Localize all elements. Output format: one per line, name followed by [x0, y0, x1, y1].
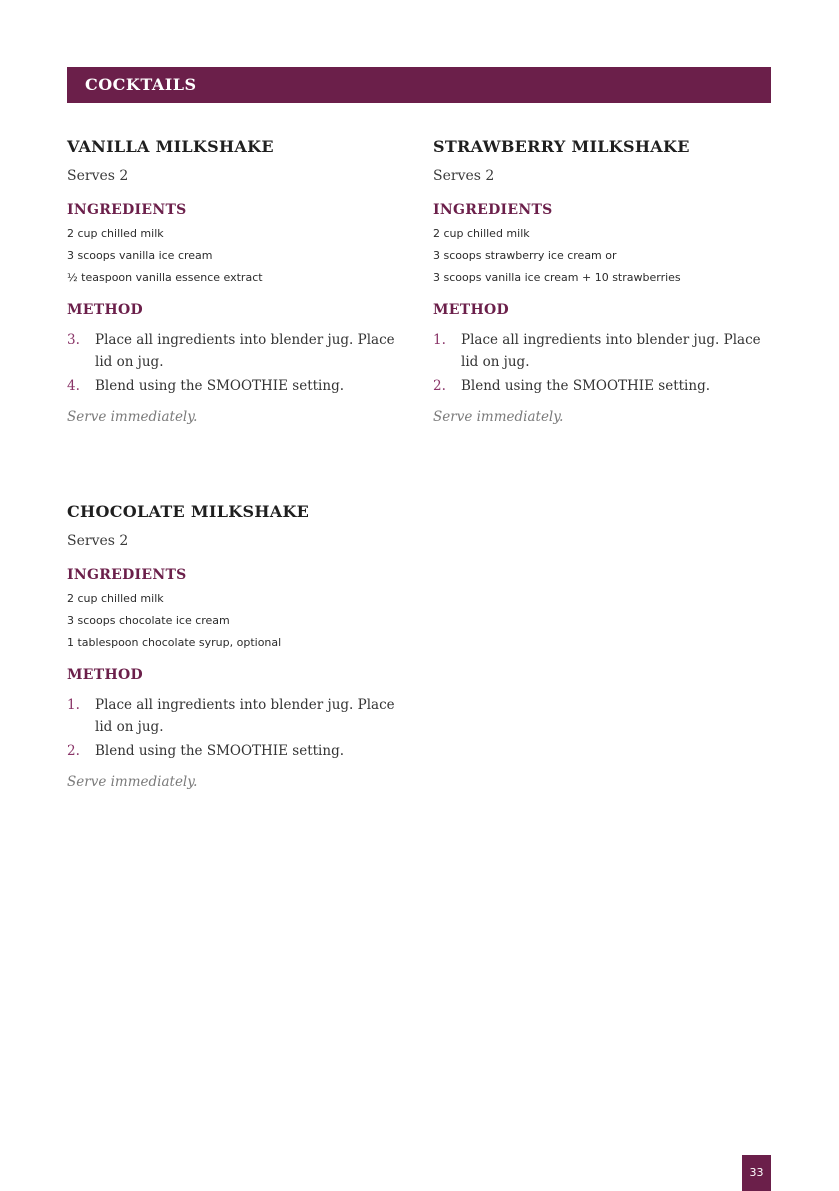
recipe-serves: Serves 2: [433, 168, 495, 184]
recipe-chocolate-milkshake: [67, 502, 417, 792]
step-number: 3.: [67, 332, 80, 348]
method-step: [67, 375, 417, 397]
step-text: Place all ingredients into blender jug. Place lid on jug.: [95, 332, 395, 370]
ingredient-item: 3 scoops strawberry ice cream or: [433, 249, 617, 262]
ingredients-heading: INGREDIENTS: [67, 567, 187, 583]
step-text: Blend using the SMOOTHIE setting.: [461, 378, 710, 394]
ingredient-item: 3 scoops vanilla ice cream: [67, 249, 213, 262]
ingredient-item: 3 scoops chocolate ice cream: [67, 614, 230, 627]
recipe-title: STRAWBERRY MILKSHAKE: [433, 137, 690, 156]
recipe-vanilla-milkshake: [67, 137, 417, 427]
method-heading: METHOD: [67, 302, 143, 318]
ingredient-item: 3 scoops vanilla ice cream + 10 strawberries: [433, 271, 681, 284]
method-step: [67, 329, 417, 373]
ingredients-heading: INGREDIENTS: [67, 202, 187, 218]
step-number: 1.: [67, 697, 80, 713]
step-text: Blend using the SMOOTHIE setting.: [95, 378, 344, 394]
section-header-bar: [67, 67, 771, 103]
ingredient-item: 1 tablespoon chocolate syrup, optional: [67, 636, 282, 649]
method-steps: [67, 694, 417, 762]
ingredients-list: [433, 223, 783, 289]
recipe-strawberry-milkshake: [433, 137, 783, 427]
recipe-serves: Serves 2: [67, 533, 129, 549]
page-number: 33: [742, 1155, 771, 1191]
method-steps: [67, 329, 417, 397]
ingredients-list: [67, 223, 417, 289]
ingredients-heading: INGREDIENTS: [433, 202, 553, 218]
ingredient-item: 2 cup chilled milk: [67, 592, 164, 605]
ingredient-item: 2 cup chilled milk: [433, 227, 530, 240]
method-step: [433, 375, 783, 397]
method-step: [433, 329, 783, 373]
step-number: 4.: [67, 378, 80, 394]
serve-note: Serve immediately.: [433, 409, 564, 425]
ingredient-item: ½ teaspoon vanilla essence extract: [67, 271, 263, 284]
section-title: COCKTAILS: [85, 75, 197, 94]
method-step: [67, 740, 417, 762]
step-number: 2.: [67, 743, 80, 759]
ingredients-list: [67, 588, 417, 654]
recipe-serves: Serves 2: [67, 168, 129, 184]
ingredient-item: 2 cup chilled milk: [67, 227, 164, 240]
step-text: Blend using the SMOOTHIE setting.: [95, 743, 344, 759]
method-step: [67, 694, 417, 738]
method-heading: METHOD: [433, 302, 509, 318]
recipe-title: CHOCOLATE MILKSHAKE: [67, 502, 310, 521]
serve-note: Serve immediately.: [67, 409, 198, 425]
method-steps: [433, 329, 783, 397]
step-text: Place all ingredients into blender jug. Place lid on jug.: [95, 697, 395, 735]
method-heading: METHOD: [67, 667, 143, 683]
step-number: 2.: [433, 378, 446, 394]
step-number: 1.: [433, 332, 446, 348]
step-text: Place all ingredients into blender jug. Place lid on jug.: [461, 332, 761, 370]
recipe-title: VANILLA MILKSHAKE: [67, 137, 274, 156]
serve-note: Serve immediately.: [67, 774, 198, 790]
